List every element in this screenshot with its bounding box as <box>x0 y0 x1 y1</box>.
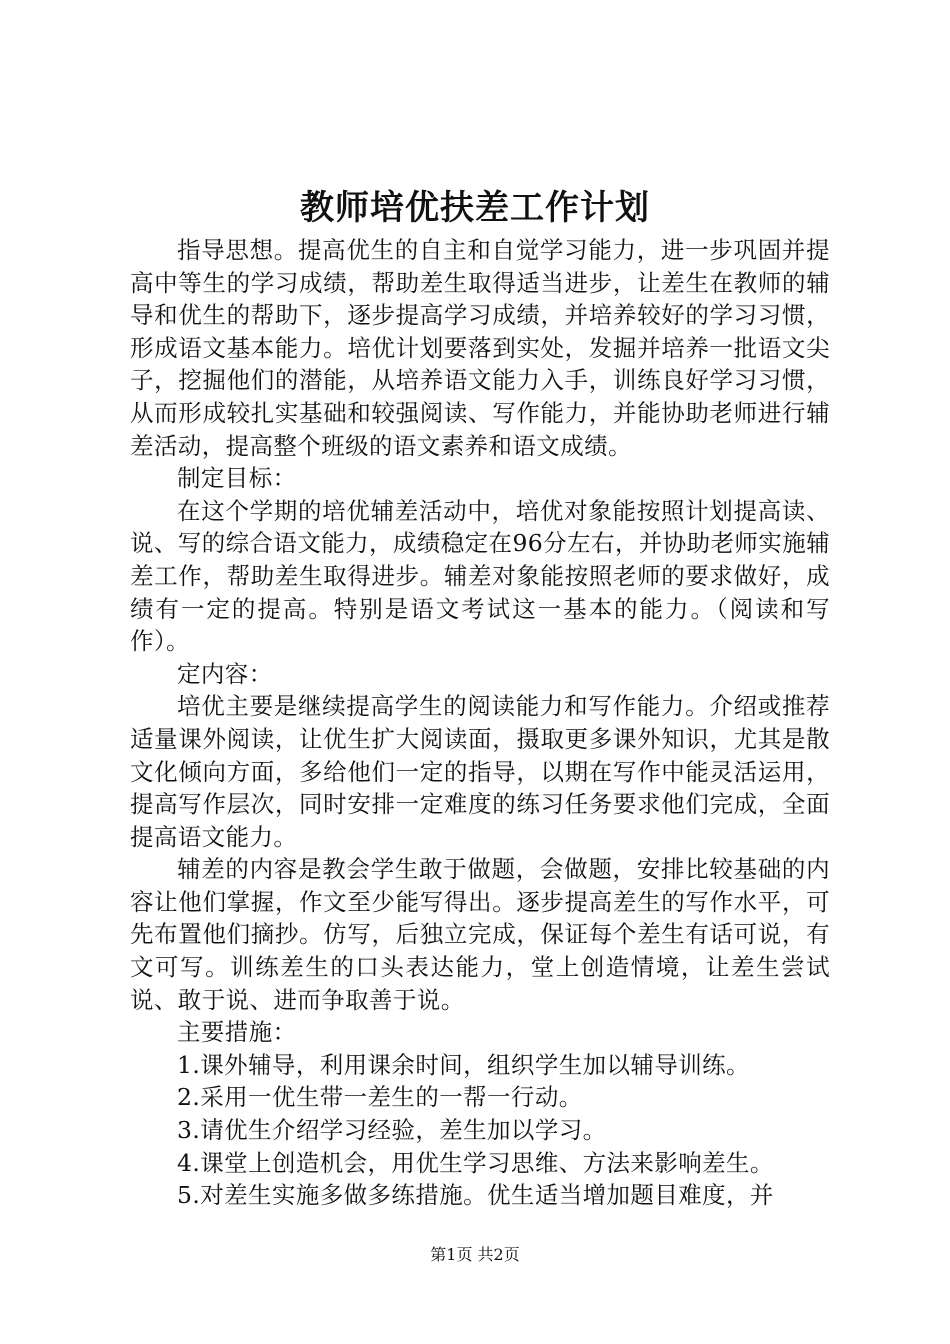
paragraph-weak-students: 辅差的内容是教会学生敢于做题，会做题，安排比较基础的内容让他们掌握，作文至少能写得出。逐步提高差生的写作水平，可先布置他们摘抄。仿写，后独立完成，保证每个差生有话可说，有文可写。训练差生的口头表达能力，堂上创造情境，让差生尝试说、敢于说、进而争取善于说。 <box>130 855 830 1014</box>
heading-main-measures: 主要措施： <box>177 1018 297 1047</box>
paragraph-guiding-thought: 指导思想。提高优生的自主和自觉学习能力，进一步巩固并提高中等生的学习成绩，帮助差生取得适当进步，让差生在教师的辅导和优生的帮助下，逐步提高学习成绩，并培养较好的学习习惯，形成语文基本能力。培优计划要落到实处，发掘并培养一批语文尖子，挖掘他们的潜能，从培养语文能力入手，训练良好学习习惯，从而形成较扎实基础和较强阅读、写作能力，并能协助老师进行辅差活动，提高整个班级的语文素养和语文成绩。 <box>130 236 830 460</box>
measure-item-4: 4.课堂上创造机会，用优生学习思维、方法来影响差生。 <box>177 1148 774 1177</box>
paragraph-goals: 在这个学期的培优辅差活动中，培优对象能按照计划提高读、说、写的综合语文能力，成绩稳定在96分左右，并协助老师实施辅差工作，帮助差生取得进步。辅差对象能按照老师的要求做好，成绩有一定的提高。特别是语文考试这一基本的能力。（阅读和写作）。 <box>130 496 830 656</box>
measure-item-5: 5.对差生实施多做多练措施。优生适当增加题目难度，并 <box>177 1181 774 1210</box>
page-footer: 第1页 共2页 <box>430 1245 520 1264</box>
heading-set-goals: 制定目标： <box>177 464 297 493</box>
measure-item-2: 2.采用一优生带一差生的一帮一行动。 <box>177 1083 583 1112</box>
document-body <box>130 234 830 1212</box>
heading-set-content: 定内容： <box>177 659 273 688</box>
document-title: 教师培优扶差工作计划 <box>300 188 650 228</box>
measure-item-3: 3.请优生介绍学习经验，差生加以学习。 <box>177 1116 607 1145</box>
paragraph-top-students: 培优主要是继续提高学生的阅读能力和写作能力。介绍或推荐适量课外阅读，让优生扩大阅读面，摄取更多课外知识，尤其是散文化倾向方面，多给他们一定的指导，以期在写作中能灵活运用，提高写作层次，同时安排一定难度的练习任务要求他们完成，全面提高语文能力。 <box>130 692 830 851</box>
measure-item-1: 1.课外辅导，利用课余时间，组织学生加以辅导训练。 <box>177 1050 750 1079</box>
